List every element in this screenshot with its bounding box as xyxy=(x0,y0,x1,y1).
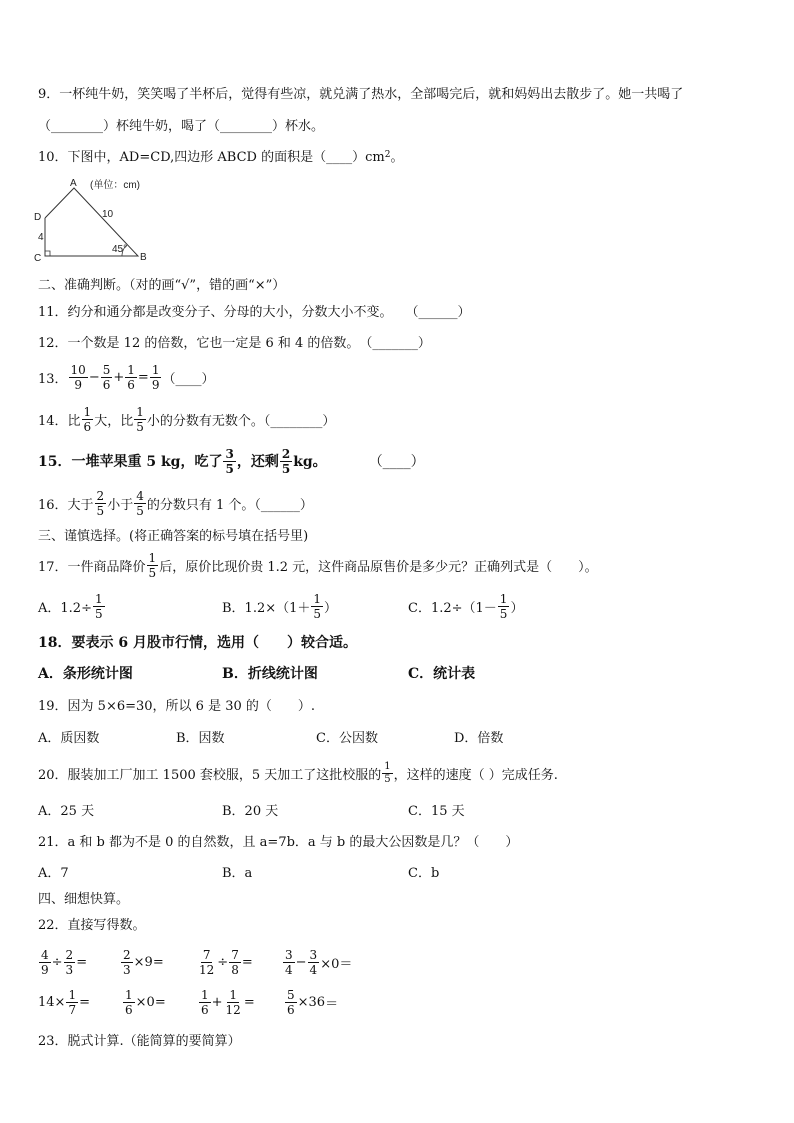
option-c: C．统计表 xyxy=(408,666,476,682)
question-17 xyxy=(38,551,598,579)
denominator: 12 xyxy=(225,1002,241,1017)
fraction xyxy=(197,949,216,976)
fraction xyxy=(285,989,297,1016)
calc-item xyxy=(284,985,338,1019)
fraction xyxy=(95,490,107,517)
question-15-text-c: kg。 xyxy=(293,454,327,470)
angle-label: 45° xyxy=(112,244,128,255)
fraction xyxy=(93,593,105,620)
question-14-text-c: 小的分数有无数个。（________） xyxy=(146,413,336,429)
numerator: 1 xyxy=(148,550,157,565)
denominator: 3 xyxy=(65,962,74,977)
answer-blank: （____） xyxy=(368,454,425,470)
denominator: 3 xyxy=(123,962,131,977)
numerator: 1 xyxy=(68,987,77,1002)
numerator: 1 xyxy=(384,760,391,772)
question-14-text-b: 大，比 xyxy=(94,413,134,429)
equals: = xyxy=(76,954,88,970)
question-9-line-1: 9．一杯纯牛奶，笑笑喝了半杯后，觉得有些凉，就兑满了热水，全部喝完后，就和妈妈出去散步了。她一共喝了 xyxy=(38,86,684,102)
denominator: 6 xyxy=(127,377,135,392)
question-11: 11．约分和通分都是改变分子、分母的大小，分数大小不变。 （______） xyxy=(38,304,471,320)
equals: = xyxy=(79,994,90,1010)
option-text: C．1.2÷（1－ xyxy=(408,600,497,616)
equals: = xyxy=(152,954,164,970)
calc-item xyxy=(38,945,87,979)
operator: ÷ xyxy=(51,954,63,970)
fraction xyxy=(134,406,146,433)
fraction xyxy=(134,490,146,517)
calc-item xyxy=(38,985,90,1019)
numerator: 1 xyxy=(201,987,209,1002)
fraction xyxy=(199,989,211,1016)
denominator: 9 xyxy=(41,962,49,977)
numerator: 1 xyxy=(83,404,92,419)
question-10-text: 10．下图中，AD=CD,四边形 ABCD 的面积是（____）cm xyxy=(38,149,385,165)
denominator: 6 xyxy=(201,1002,209,1017)
question-17-text-b: 后，原价比现价贵 1.2 元，这件商品原售价是多少元？正确列式是（ ）。 xyxy=(159,559,598,575)
option-text: B．1.2×（1＋ xyxy=(222,600,311,616)
question-16 xyxy=(38,489,313,517)
question-17-text-a: 17．一件商品降价 xyxy=(38,559,146,575)
fraction xyxy=(223,448,235,475)
denominator: 5 xyxy=(136,503,144,518)
numerator: 4 xyxy=(136,488,144,503)
denominator: 5 xyxy=(225,461,234,476)
question-20-text-a: 20．服装加工厂加工 1500 套校服，5 天加工了这批校服的 xyxy=(38,767,382,783)
operator: − xyxy=(295,954,307,970)
operator: ÷ xyxy=(217,954,229,970)
question-18: 18．要表示 6 月股市行情，选用（ ）较合适。 xyxy=(38,635,357,651)
question-13-number: 13． xyxy=(38,371,68,387)
numerator: 3 xyxy=(309,947,318,962)
numerator: 1 xyxy=(94,591,103,606)
operator: − xyxy=(88,369,100,385)
denominator: 12 xyxy=(199,962,215,977)
option-c: C．公因数 xyxy=(316,730,378,746)
numerator: 3 xyxy=(285,947,293,962)
fraction xyxy=(69,364,88,391)
fraction xyxy=(123,989,135,1016)
numerator: 1 xyxy=(151,362,160,377)
operator: ×36 xyxy=(297,994,326,1010)
option-text: ） xyxy=(324,600,338,616)
denominator: 5 xyxy=(96,503,105,518)
fraction xyxy=(121,949,133,976)
answer-blank: （____） xyxy=(162,371,215,387)
numerator: 3 xyxy=(225,446,234,461)
operator: = xyxy=(137,369,149,385)
question-21: 21．a 和 b 都为不是 0 的自然数，且 a=7b．a 与 b 的最大公因数是几？（ ） xyxy=(38,834,519,850)
denominator: 6 xyxy=(83,419,92,434)
fraction xyxy=(150,364,162,391)
denominator: 5 xyxy=(148,565,157,580)
denominator: 6 xyxy=(102,377,111,392)
side-ab-label: 10 xyxy=(102,209,114,220)
option-b: B．20 天 xyxy=(222,803,279,819)
numerator: 4 xyxy=(41,947,49,962)
question-20-text-b: ，这样的速度（ ）完成任务. xyxy=(393,767,558,783)
equals: = xyxy=(243,994,255,1010)
equals: ＝ xyxy=(325,996,339,1012)
question-12: 12．一个数是 12 的倍数，它也一定是 6 和 4 的倍数。 （_______） xyxy=(38,335,431,351)
unit-label: (单位：cm) xyxy=(90,180,140,191)
option-a xyxy=(38,592,106,620)
numerator: 5 xyxy=(102,362,111,377)
fraction xyxy=(229,949,241,976)
fraction xyxy=(147,552,159,579)
question-10 xyxy=(38,141,403,169)
label-c: C xyxy=(34,253,42,262)
numerator: 1 xyxy=(136,404,144,419)
equals: = xyxy=(154,994,166,1010)
numerator: 1 xyxy=(127,362,135,377)
question-16-text-a: 16．大于 xyxy=(38,497,94,513)
numerator: 2 xyxy=(123,947,131,962)
denominator: 9 xyxy=(74,377,82,392)
fraction xyxy=(125,364,137,391)
operator: + xyxy=(113,369,125,385)
denominator: 5 xyxy=(94,606,103,621)
option-c: C．b xyxy=(408,865,440,881)
denominator: 4 xyxy=(285,962,293,977)
option-d: D．倍数 xyxy=(454,730,504,746)
question-15 xyxy=(38,447,425,475)
denominator: 6 xyxy=(287,1002,295,1017)
numerator: 1 xyxy=(229,987,237,1002)
denominator: 9 xyxy=(151,377,160,392)
operator: ×9 xyxy=(133,954,153,970)
question-19: 19．因为 5×6=30，所以 6 是 30 的（ ）. xyxy=(38,698,316,714)
question-15-text-b: ，还剩 xyxy=(236,454,279,470)
question-23: 23．脱式计算.（能简算的要简算） xyxy=(38,1033,241,1049)
equals: = xyxy=(241,954,253,970)
calc-item xyxy=(122,985,166,1019)
label-b: B xyxy=(140,252,147,262)
numerator: 2 xyxy=(281,446,291,461)
question-20 xyxy=(38,759,558,787)
calc-item xyxy=(282,945,352,979)
question-16-text-c: 的分数只有 1 个。（______） xyxy=(146,497,313,513)
fraction xyxy=(66,989,78,1016)
denominator: 8 xyxy=(231,962,239,977)
option-a: A．质因数 xyxy=(38,730,100,746)
question-16-text-b: 小于 xyxy=(107,497,134,513)
numerator: 7 xyxy=(231,947,239,962)
option-c xyxy=(408,592,523,620)
question-9-line-2: （________）杯纯牛奶，喝了（________）杯水。 xyxy=(38,118,325,134)
option-b xyxy=(222,592,337,620)
numerator: 2 xyxy=(96,488,105,503)
option-a: A．条形统计图 xyxy=(38,666,133,682)
option-a: A．7 xyxy=(38,865,69,881)
option-b: B．a xyxy=(222,865,253,881)
equals: ×0＝ xyxy=(320,956,353,972)
calc-item xyxy=(196,945,253,979)
denominator: 5 xyxy=(499,606,508,621)
numerator: 10 xyxy=(70,362,86,377)
denominator: 5 xyxy=(313,606,322,621)
denominator: 5 xyxy=(281,461,291,476)
label-a: A xyxy=(70,178,77,189)
side-dc-label: 4 xyxy=(38,232,44,243)
numerator: 5 xyxy=(287,987,295,1002)
fraction xyxy=(101,364,113,391)
fraction xyxy=(280,448,292,475)
question-14 xyxy=(38,405,335,433)
denominator: 5 xyxy=(384,773,391,785)
operator: 14× xyxy=(38,994,66,1010)
section-3-heading: 三、谨慎选择。(将正确答案的标号填在括号里) xyxy=(38,528,309,544)
option-a: A．25 天 xyxy=(38,803,95,819)
denominator: 6 xyxy=(125,1002,133,1017)
section-4-heading: 四、细想快算。 xyxy=(38,891,130,907)
question-10-end: 。 xyxy=(390,149,404,165)
fraction xyxy=(224,989,243,1016)
fraction xyxy=(82,406,94,433)
question-14-text-a: 14．比 xyxy=(38,413,81,429)
fraction xyxy=(498,593,510,620)
option-b: B．因数 xyxy=(176,730,225,746)
superscript: 2 xyxy=(384,150,391,160)
question-15-text-a: 15．一堆苹果重 5 kg，吃了 xyxy=(38,454,223,470)
option-b: B．折线统计图 xyxy=(222,666,318,682)
label-d: D xyxy=(34,212,42,223)
fraction xyxy=(39,949,51,976)
option-c: C．15 天 xyxy=(408,803,465,819)
calc-item xyxy=(198,985,255,1019)
numerator: 1 xyxy=(125,987,133,1002)
numerator: 1 xyxy=(499,591,508,606)
operator: + xyxy=(211,994,223,1010)
quadrilateral-figure xyxy=(30,176,160,262)
operator: ×0 xyxy=(135,994,155,1010)
numerator: 1 xyxy=(313,591,322,606)
question-13 xyxy=(38,363,214,391)
fraction xyxy=(283,949,295,976)
numerator: 7 xyxy=(202,947,211,962)
fraction xyxy=(64,949,76,976)
option-text: ） xyxy=(510,600,524,616)
numerator: 2 xyxy=(65,947,74,962)
denominator: 5 xyxy=(136,419,144,434)
option-text: A．1.2÷ xyxy=(38,600,92,616)
section-2-heading: 二、准确判断。（对的画“√”，错的画“×”） xyxy=(38,277,286,293)
question-22-title: 22．直接写得数。 xyxy=(38,917,146,933)
denominator: 4 xyxy=(309,962,318,977)
denominator: 7 xyxy=(68,1002,77,1017)
fraction xyxy=(382,762,392,785)
calc-item xyxy=(120,945,164,979)
fraction xyxy=(311,593,323,620)
fraction xyxy=(308,949,320,976)
